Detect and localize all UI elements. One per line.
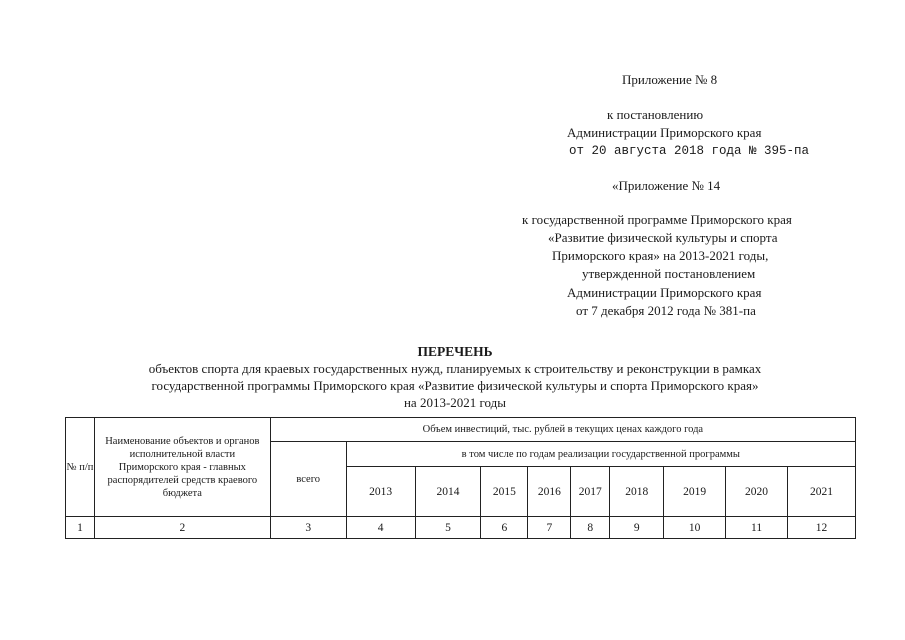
- index-cell: 10: [664, 517, 726, 539]
- year-cell: 2015: [481, 467, 528, 517]
- title-line-2: государственной программы Приморского края «Развитие физической культуры и спорта Приморского края»: [151, 378, 759, 393]
- index-cell: 6: [481, 517, 528, 539]
- program-line-1: к государственной программе Приморского края: [522, 212, 792, 227]
- index-cell: 5: [415, 517, 481, 539]
- year-cell: 2021: [788, 467, 856, 517]
- program-line-2: «Развитие физической культуры и спорта: [548, 230, 778, 245]
- title-main: ПЕРЕЧЕНЬ: [417, 344, 493, 359]
- index-cell: 11: [726, 517, 788, 539]
- program-line-4: утвержденной постановлением: [582, 266, 756, 281]
- appendix-8-label: Приложение № 8: [622, 72, 718, 87]
- header-total: всего: [270, 442, 346, 517]
- resolution-date: от 20 августа 2018 года № 395-па: [569, 144, 810, 158]
- year-cell: 2020: [726, 467, 788, 517]
- program-line-6: от 7 декабря 2012 года № 381-па: [576, 303, 756, 318]
- header-by-years: в том числе по годам реализации государственной программы: [346, 442, 855, 467]
- program-line-5: Администрации Приморского края: [567, 285, 762, 300]
- index-cell: 3: [270, 517, 346, 539]
- index-cell: 7: [528, 517, 571, 539]
- year-cell: 2014: [415, 467, 481, 517]
- year-cell: 2018: [610, 467, 664, 517]
- title-line-3: на 2013-2021 годы: [403, 395, 507, 410]
- index-row: [66, 517, 856, 539]
- appendix-14-label: «Приложение № 14: [612, 178, 721, 193]
- year-cell: 2013: [346, 467, 415, 517]
- investment-table: [65, 417, 856, 539]
- index-cell: 2: [94, 517, 270, 539]
- year-cell: 2016: [528, 467, 571, 517]
- index-cell: 1: [66, 517, 95, 539]
- to-resolution-label: к постановлению: [607, 107, 704, 122]
- index-cell: 9: [610, 517, 664, 539]
- administration-label: Администрации Приморского края: [567, 125, 762, 140]
- index-cell: 12: [788, 517, 856, 539]
- index-cell: 8: [571, 517, 610, 539]
- header-num: № п/п: [66, 418, 95, 517]
- title-line-1: объектов спорта для краевых государственных нужд, планируемых к строительству и реконструкции в рамках: [148, 361, 762, 376]
- program-line-3: Приморского края» на 2013-2021 годы,: [552, 248, 769, 263]
- index-cell: 4: [346, 517, 415, 539]
- header-investment-volume: Объем инвестиций, тыс. рублей в текущих ценах каждого года: [270, 418, 855, 442]
- year-cell: 2019: [664, 467, 726, 517]
- year-cell: 2017: [571, 467, 610, 517]
- document-title: [60, 343, 850, 411]
- header-object-name: Наименование объектов и органов исполнительной власти Приморского края - главных распорядителей средств краевого бюджета: [94, 418, 270, 517]
